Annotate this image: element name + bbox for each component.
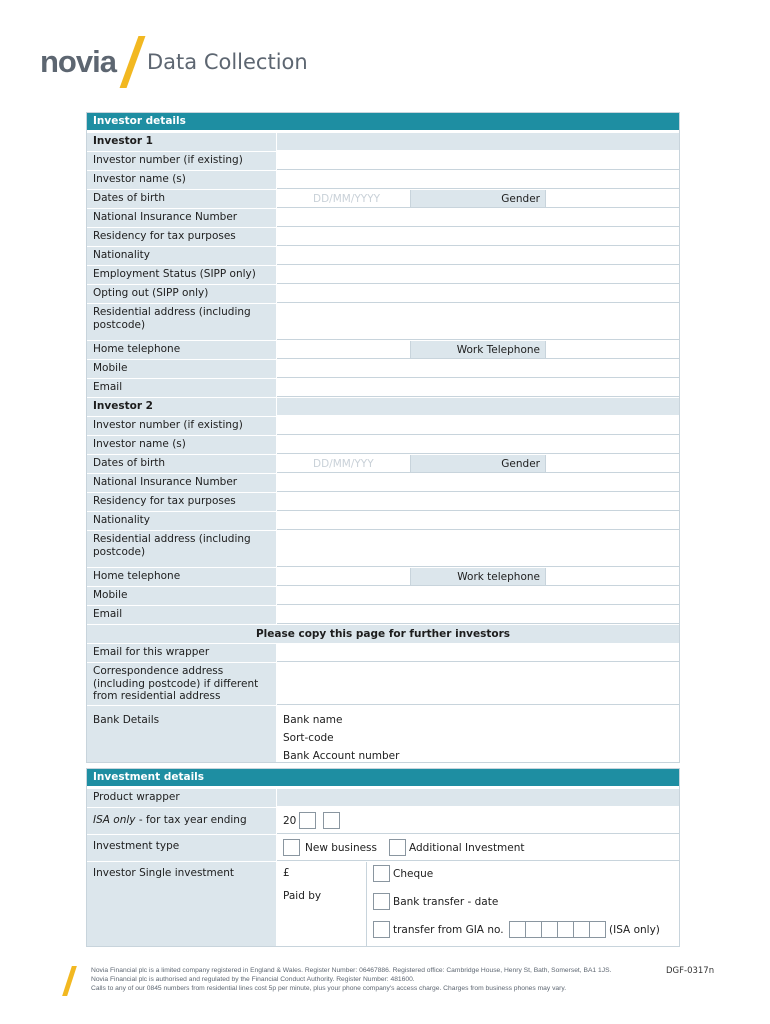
investor1-nationality-row — [87, 246, 679, 265]
product-wrapper-row — [87, 788, 679, 807]
investor1-mobile-field[interactable] — [277, 360, 679, 378]
field-label: Investor number (if existing) — [87, 417, 277, 435]
year-digit-box-1[interactable] — [299, 812, 316, 829]
field-label: Dates of birth — [87, 190, 277, 208]
field-label: National Insurance Number — [87, 474, 277, 492]
investor1-ni-field[interactable] — [277, 209, 679, 227]
investor1-address-field[interactable] — [277, 304, 679, 340]
investor1-heading-row — [87, 132, 679, 151]
novia-logo — [40, 36, 150, 88]
bank-transfer-label: Bank transfer - date — [393, 896, 499, 908]
gia-transfer-label: transfer from GIA no. — [393, 924, 504, 936]
investor1-heading: Investor 1 — [87, 133, 277, 151]
section-heading: Investor details — [87, 113, 679, 132]
investor2-address-row — [87, 530, 679, 567]
field-label: Employment Status (SIPP only) — [87, 266, 277, 284]
investor1-opting-out-field[interactable] — [277, 285, 679, 303]
paid-by-label: Paid by — [283, 890, 322, 902]
investor2-home-tel-field[interactable] — [277, 568, 410, 585]
field-label: Nationality — [87, 247, 277, 265]
investor1-telephone-row — [87, 340, 679, 359]
field-label: Residential address (including postcode) — [87, 304, 277, 340]
investor2-email-row — [87, 605, 679, 624]
field-label: Investor name (s) — [87, 171, 277, 189]
correspondence-field[interactable] — [277, 663, 679, 705]
investor2-name-field[interactable] — [277, 436, 679, 454]
field-label: Residential address (including postcode) — [87, 531, 277, 567]
investor2-dob-row — [87, 454, 679, 473]
field-label: Investor Single investment — [87, 862, 277, 946]
investment-type-row — [87, 834, 679, 861]
investor1-mobile-row — [87, 359, 679, 378]
investor2-nationality-field[interactable] — [277, 512, 679, 530]
brand-slash-mark — [120, 36, 146, 88]
gia-digit-box[interactable] — [525, 921, 542, 938]
additional-investment-checkbox[interactable] — [389, 839, 406, 856]
investor1-email-field[interactable] — [277, 379, 679, 397]
bank-name-field[interactable]: Bank name — [283, 714, 343, 726]
section-heading: Investment details — [87, 769, 679, 788]
investor1-email-row — [87, 378, 679, 397]
investor1-residency-field[interactable] — [277, 228, 679, 246]
bank-details-row — [87, 705, 679, 762]
investor2-email-field[interactable] — [277, 606, 679, 624]
investor1-ni-row — [87, 208, 679, 227]
bank-account-field[interactable]: Bank Account number — [283, 750, 400, 762]
investor1-gender-field[interactable] — [545, 190, 679, 207]
brand-wordmark: novia — [40, 44, 116, 79]
gia-digit-box[interactable] — [573, 921, 590, 938]
investor1-name-field[interactable] — [277, 171, 679, 189]
investor1-number-row — [87, 151, 679, 170]
investor1-name-row — [87, 170, 679, 189]
investment-details-section — [86, 768, 680, 947]
field-label: Product wrapper — [87, 789, 277, 807]
investor2-work-tel-field[interactable] — [545, 568, 679, 585]
field-label: National Insurance Number — [87, 209, 277, 227]
investor2-mobile-row — [87, 586, 679, 605]
gia-transfer-checkbox[interactable] — [373, 921, 390, 938]
field-label: Correspondence address (including postcode) if different from residential address — [87, 663, 277, 705]
field-label: Residency for tax purposes — [87, 493, 277, 511]
investor2-residency-field[interactable] — [277, 493, 679, 511]
investor1-address-row — [87, 303, 679, 340]
year-digit-box-2[interactable] — [323, 812, 340, 829]
investor1-home-tel-field[interactable] — [277, 341, 410, 358]
field-label: Investor number (if existing) — [87, 152, 277, 170]
field-label: Residency for tax purposes — [87, 228, 277, 246]
investor1-work-tel-field[interactable] — [545, 341, 679, 358]
field-label: Nationality — [87, 512, 277, 530]
currency-symbol: £ — [283, 867, 290, 879]
email-wrapper-row — [87, 643, 679, 662]
new-business-label: New business — [305, 842, 378, 854]
investor2-number-field[interactable] — [277, 417, 679, 435]
cheque-checkbox[interactable] — [373, 865, 390, 882]
page-title: Data Collection — [147, 50, 308, 74]
investor2-telephone-row — [87, 567, 679, 586]
field-label: Dates of birth — [87, 455, 277, 473]
investor2-heading: Investor 2 — [87, 398, 277, 416]
gia-digit-box[interactable] — [541, 921, 558, 938]
field-label: Email — [87, 606, 277, 624]
year-prefix: 20 — [283, 815, 297, 827]
investor2-nationality-row — [87, 511, 679, 530]
document-code: DGF-0317n — [666, 966, 715, 976]
investor1-residency-row — [87, 227, 679, 246]
work-tel-label: Work telephone — [457, 571, 540, 583]
investor2-ni-field[interactable] — [277, 474, 679, 492]
investor1-dob-row — [87, 189, 679, 208]
investor2-heading-row — [87, 397, 679, 416]
gender-label: Gender — [501, 458, 540, 470]
gia-digit-box[interactable] — [509, 921, 526, 938]
investor2-address-field[interactable] — [277, 531, 679, 567]
investor2-dob-field[interactable]: DD/MM/YYY — [313, 458, 374, 470]
field-label: Home telephone — [87, 341, 277, 359]
investor2-number-row — [87, 416, 679, 435]
cheque-label: Cheque — [393, 868, 434, 880]
investor1-employment-row — [87, 265, 679, 284]
isa-year-label: ISA only - for tax year ending — [87, 808, 277, 834]
additional-investment-label: Additional Investment — [409, 842, 525, 854]
field-label: Mobile — [87, 360, 277, 378]
copy-note: Please copy this page for further investors — [255, 628, 511, 640]
isa-year-row — [87, 807, 679, 834]
footer-legal-text: Novia Financial plc is a limited company registered in England & Wales. Register Number: 06467886. Registered office: Cambridge House, Henry St, Bath, Somerset, BA1 1JS. Novia Financial plc is authorised and regulated by the Financial Conduct Authority. Register Number: 481600. Calls to any of our 0845 numbers from residential lines cost 5p per minute, plus your phone company's access charge. Charges from business phones may vary. — [91, 967, 612, 993]
copy-note-row — [87, 624, 679, 643]
bank-transfer-checkbox[interactable] — [373, 893, 390, 910]
field-label: Email — [87, 379, 277, 397]
sort-code-field[interactable]: Sort-code — [283, 732, 334, 744]
gia-digit-box[interactable] — [557, 921, 574, 938]
investor1-number-field[interactable] — [277, 152, 679, 170]
field-label: Bank Details — [87, 706, 277, 762]
field-label: Mobile — [87, 587, 277, 605]
investor2-name-row — [87, 435, 679, 454]
investor-details-section — [86, 112, 680, 763]
investor2-gender-field[interactable] — [545, 455, 679, 472]
gia-digit-box[interactable] — [589, 921, 606, 938]
new-business-checkbox[interactable] — [283, 839, 300, 856]
field-label: Opting out (SIPP only) — [87, 285, 277, 303]
investor2-mobile-field[interactable] — [277, 587, 679, 605]
investor1-opting-out-row — [87, 284, 679, 303]
field-label: Email for this wrapper — [87, 644, 277, 662]
field-label: Investment type — [87, 835, 277, 861]
field-label: Home telephone — [87, 568, 277, 586]
gender-label: Gender — [501, 193, 540, 205]
correspondence-row — [87, 662, 679, 705]
email-wrapper-field[interactable] — [277, 644, 679, 662]
investor1-dob-field[interactable]: DD/MM/YYYY — [313, 193, 381, 205]
isa-only-note: (ISA only) — [609, 924, 660, 936]
investor1-employment-field[interactable] — [277, 266, 679, 284]
single-investment-row — [87, 861, 679, 946]
investor2-residency-row — [87, 492, 679, 511]
investor2-ni-row — [87, 473, 679, 492]
field-label: Investor name (s) — [87, 436, 277, 454]
work-tel-label: Work Telephone — [456, 344, 540, 356]
investor1-nationality-field[interactable] — [277, 247, 679, 265]
footer-slash-mark — [62, 966, 77, 996]
